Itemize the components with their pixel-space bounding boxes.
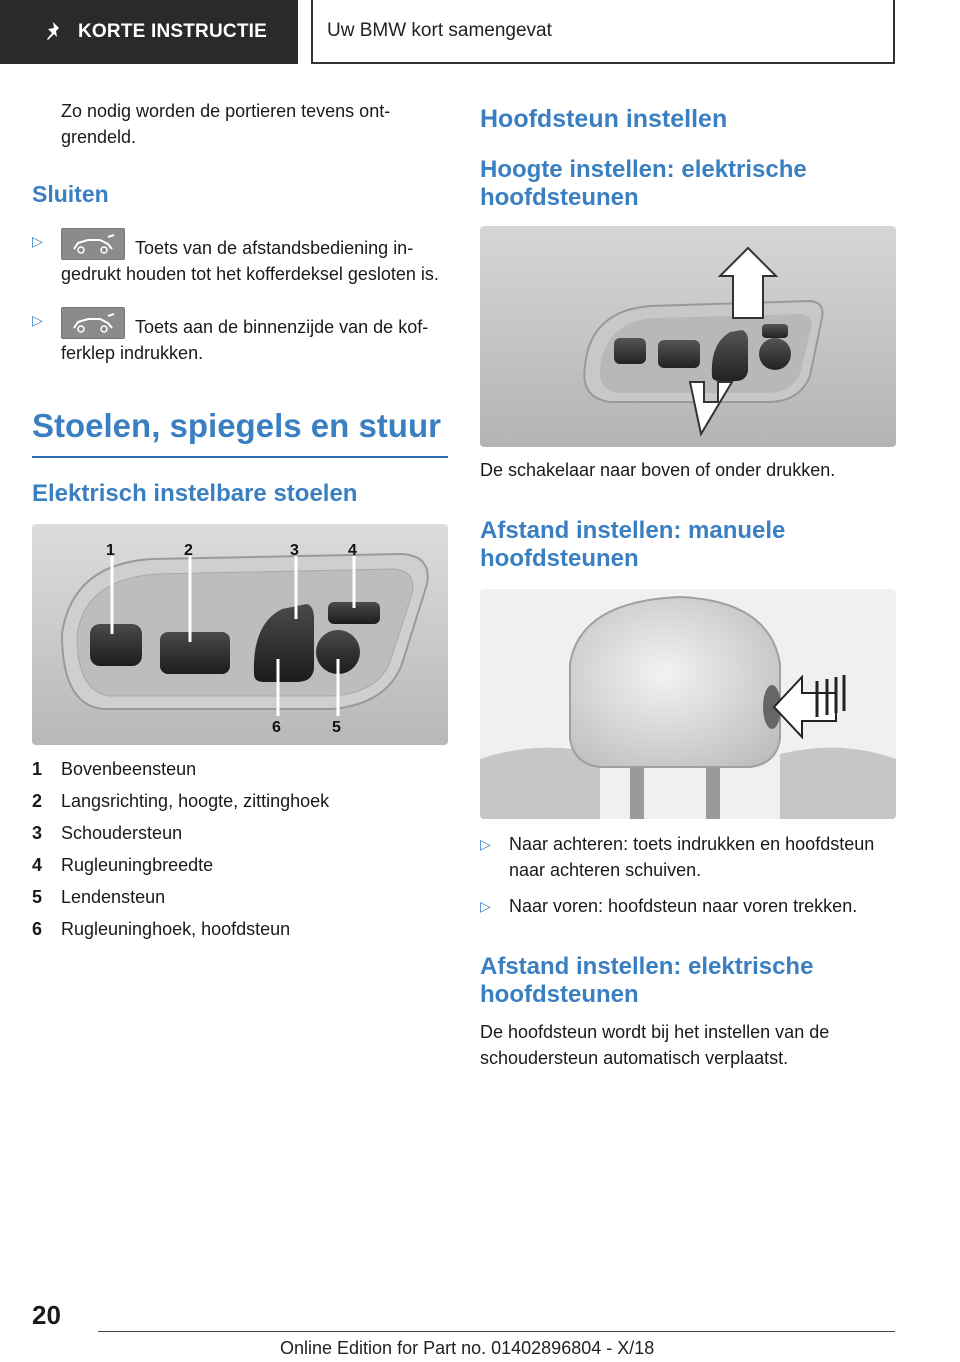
legend-item: 1 Bovenbeensteun <box>32 759 197 779</box>
bullet-item <box>480 893 896 919</box>
triangle-bullet-icon: ▷ <box>32 312 43 328</box>
chapter-tab-label: KORTE INSTRUCTIE <box>78 21 267 42</box>
bullet-text: Naar voren: hoofdsteun naar voren trekken. <box>509 896 858 916</box>
bullet-item <box>32 307 448 366</box>
intro-paragraph: Zo nodig worden de portieren tevens ontgrendeld. <box>61 101 391 147</box>
seat-callout-label: 5 <box>332 719 341 736</box>
height-caption: De schakelaar naar boven of onder drukken. <box>480 460 836 480</box>
page-number: 20 <box>32 1300 61 1330</box>
bullet-text: Naar achteren: toets indrukken en hoofdsteun naar achteren schuiven. <box>509 834 875 880</box>
legend-item: 6 Rugleuninghoek, hoofdsteun <box>32 919 291 939</box>
bullet-item <box>32 228 448 287</box>
left-column <box>32 98 448 945</box>
legend-item: 3 Schoudersteun <box>32 823 183 843</box>
pushpin-icon <box>40 19 66 45</box>
distance-manual-heading: Afstand instellen: manuele hoofdsteunen <box>480 517 786 572</box>
headrest-manual-illustration <box>480 589 896 819</box>
chapter-tab <box>0 0 298 64</box>
legend-item: 2 Langsrichting, hoogte, zittinghoek <box>32 791 330 811</box>
seat-callout-label: 1 <box>106 542 115 559</box>
legend-item: 5 Lendensteun <box>32 887 166 907</box>
edition-text: Online Edition for Part no. 01402896804 - X/18 <box>280 1338 655 1358</box>
trunk-key-icon <box>61 307 125 339</box>
bullet-item <box>480 831 896 883</box>
headrest-switch-illustration <box>480 226 896 447</box>
seat-callout-label: 4 <box>348 542 357 559</box>
right-column <box>480 98 896 1071</box>
triangle-bullet-icon: ▷ <box>32 233 43 249</box>
sluiten-heading: Sluiten <box>32 181 109 207</box>
trunk-key-icon <box>61 228 125 260</box>
seat-controls-illustration <box>32 524 448 745</box>
bullet-text: Toets van de afstandsbediening ingedrukt houden tot het kofferdeksel gesloten is. <box>61 238 439 284</box>
section-title-text: Uw BMW kort samengevat <box>327 20 552 41</box>
main-heading: Stoelen, spiegels en stuur <box>32 406 448 458</box>
headrest-heading: Hoofdsteun instellen <box>480 105 728 133</box>
height-electric-heading: Hoogte instellen: elektrische hoofdsteunen <box>480 156 807 211</box>
triangle-bullet-icon: ▷ <box>480 836 491 852</box>
distance-electric-heading: Afstand instellen: elektrische hoofdsteunen <box>480 953 814 1008</box>
seat-callout-label: 6 <box>272 719 281 736</box>
footer-divider <box>98 1331 895 1332</box>
bullet-text: Toets aan de binnenzijde van de kofferklep indrukken. <box>61 317 429 363</box>
seat-callout-label: 2 <box>184 542 193 559</box>
legend-list <box>32 753 448 945</box>
legend-item: 4 Rugleuningbreedte <box>32 855 214 875</box>
sub-heading: Elektrisch instelbare stoelen <box>32 480 358 507</box>
distance-electric-paragraph: De hoofdsteun wordt bij het instellen van de schoudersteun automatisch verplaatst. <box>480 1022 830 1068</box>
section-title <box>311 0 895 64</box>
seat-callout-label: 3 <box>290 542 299 559</box>
triangle-bullet-icon: ▷ <box>480 898 491 914</box>
